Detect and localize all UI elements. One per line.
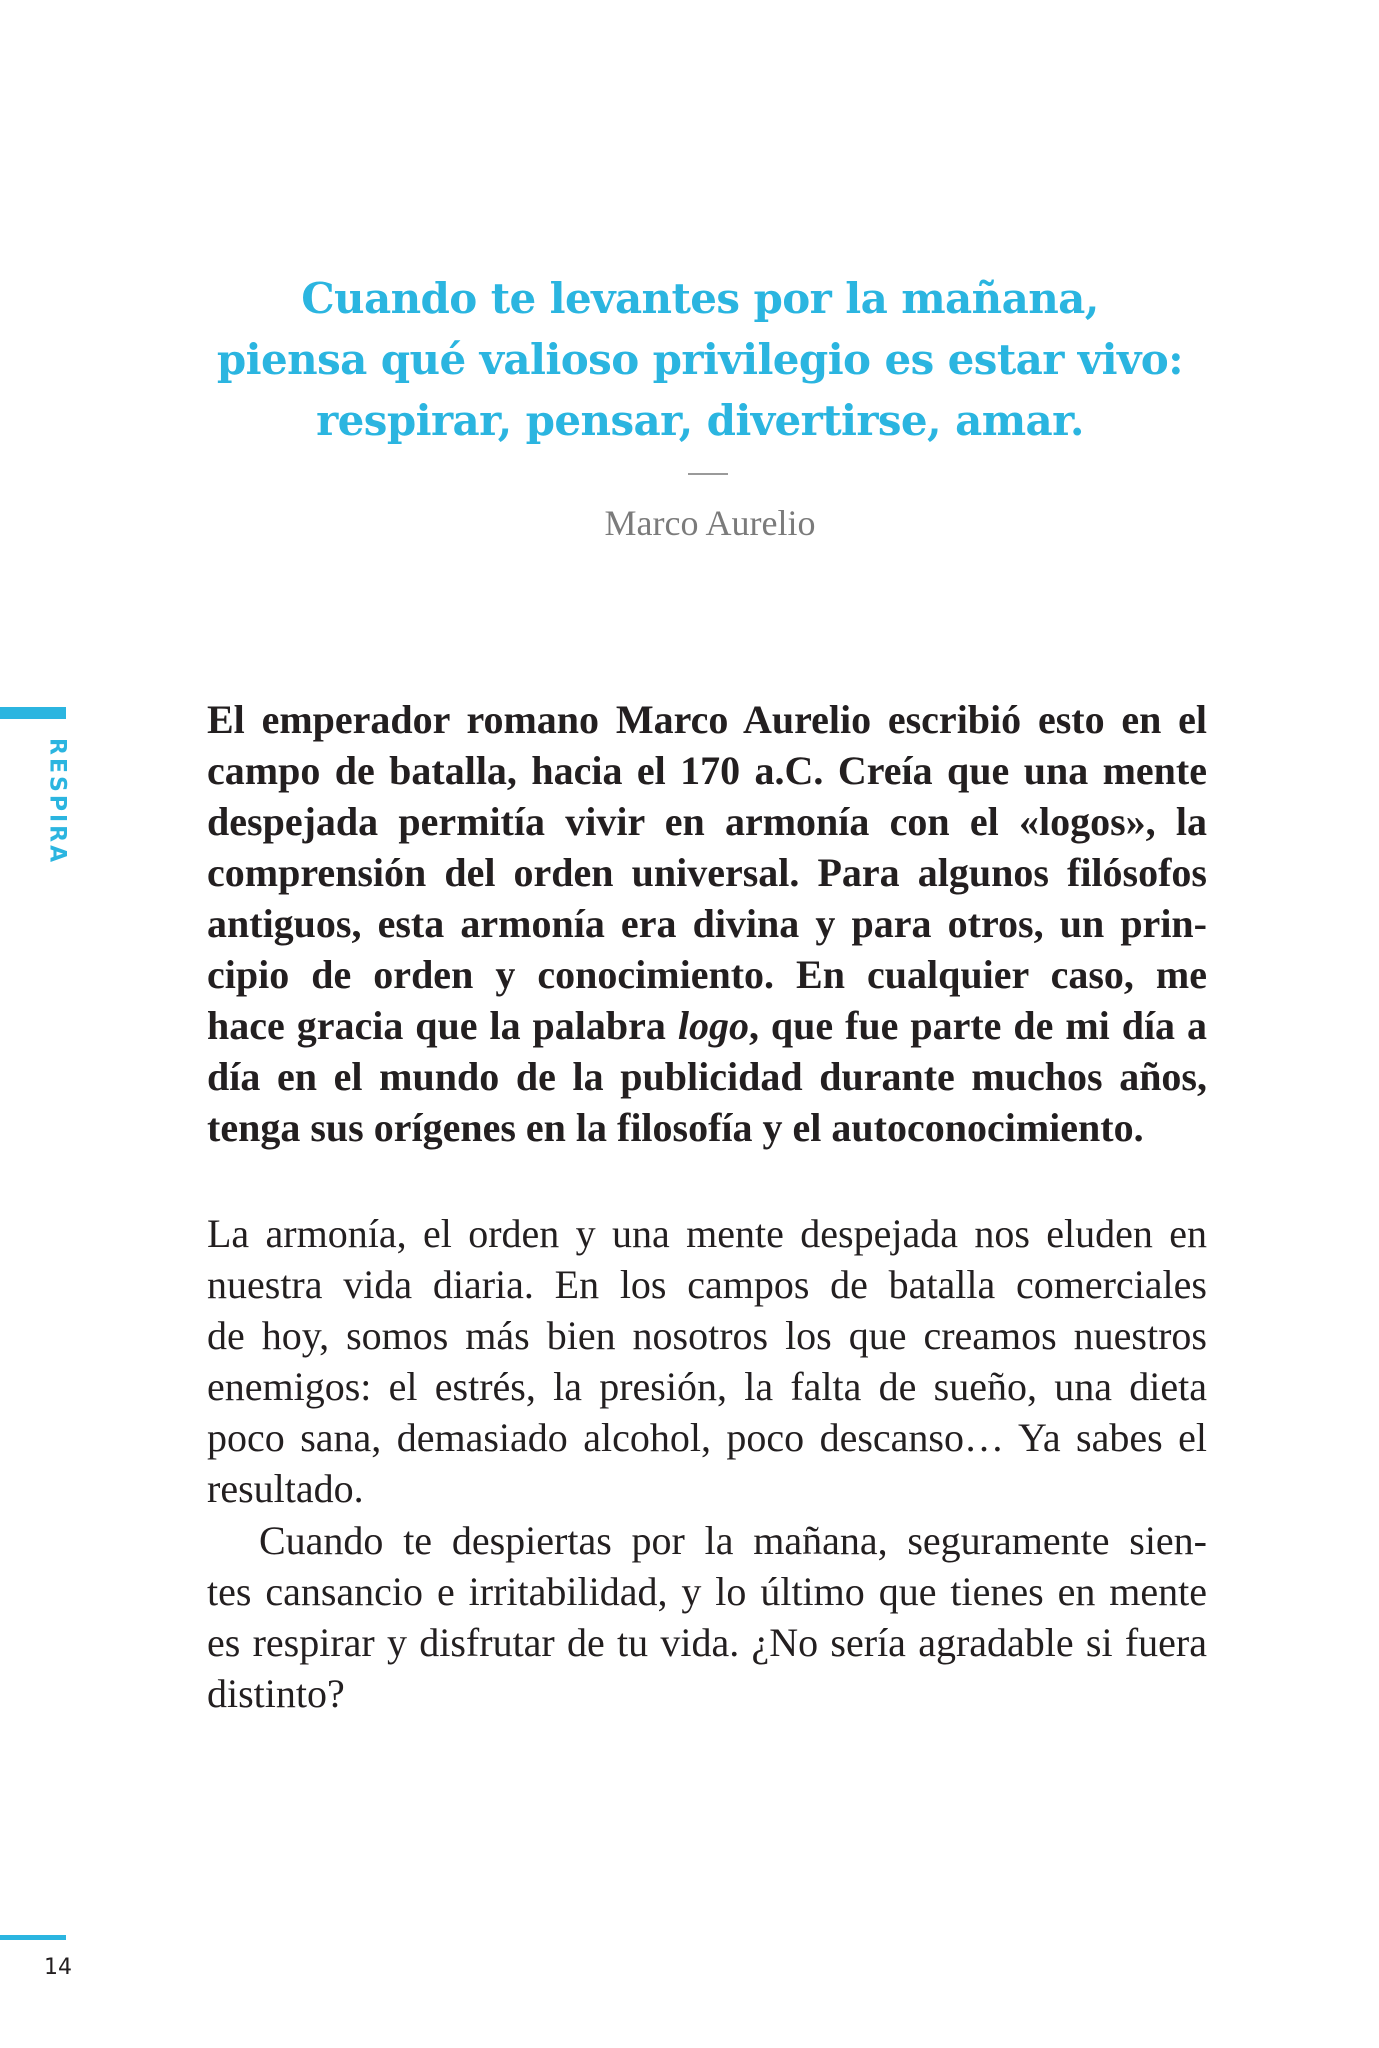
text-line: día en el mundo de la publicidad durante muchos años, [207, 1054, 1207, 1099]
italic-word-logo: logo [677, 1003, 749, 1048]
text-line: enemigos: el estrés, la presión, la falta de sueño, una dieta [207, 1364, 1207, 1409]
page-number-bar [0, 1935, 66, 1940]
text-segment: , que fue parte de mi día a [748, 1003, 1208, 1048]
text-line: poco sana, demasiado alcohol, poco descanso… Ya sabes el [207, 1415, 1207, 1460]
text-line: tenga sus orígenes en la filosofía y el autoconocimiento. [207, 1105, 1144, 1150]
quote-line: Cuando te levantes por la mañana, [301, 274, 1099, 323]
text-line: es respirar y disfrutar de tu vida. ¿No sería agradable si fuera [207, 1620, 1207, 1665]
chapter-tab-label: RESPIRA [44, 738, 70, 866]
text-line-with-italic [207, 1000, 1207, 1051]
text-line: nuestra vida diaria. En los campos de batalla comerciales [207, 1262, 1207, 1307]
quote-line: respirar, pensar, divertirse, amar. [316, 396, 1084, 445]
epigraph-quote [150, 268, 1250, 451]
text-line: comprensión del orden universal. Para algunos filósofos [207, 850, 1207, 895]
text-line: de hoy, somos más bien nosotros los que creamos nuestros [207, 1313, 1207, 1358]
quote-divider [688, 473, 728, 475]
text-line: Cuando te despiertas por la mañana, seguramente sien- [259, 1518, 1207, 1563]
text-line: cipio de orden y conocimiento. En cualquier caso, me [207, 952, 1207, 997]
text-line: campo de batalla, hacia el 170 a.C. Creía que una mente [207, 748, 1207, 793]
text-line: despejada permitía vivir en armonía con el «logos», la [207, 799, 1207, 844]
page-number: 14 [44, 1955, 72, 1980]
text-segment: hace gracia que la palabra [207, 1003, 678, 1048]
body-paragraph-3 [207, 1515, 1207, 1719]
text-line: resultado. [207, 1466, 364, 1511]
text-line: La armonía, el orden y una mente despejada nos eluden en [207, 1211, 1207, 1256]
text-line: El emperador romano Marco Aurelio escribió esto en el [207, 697, 1207, 742]
text-line: distinto? [207, 1671, 345, 1716]
text-line: antiguos, esta armonía era divina y para otros, un prin- [207, 901, 1207, 946]
body-paragraph-2 [207, 1208, 1207, 1514]
text-line: tes cansancio e irritabilidad, y lo último que tienes en mente [207, 1569, 1207, 1614]
intro-paragraph [207, 694, 1207, 1153]
quote-line: piensa qué valioso privilegio es estar vivo: [216, 335, 1184, 384]
quote-author: Marco Aurelio [604, 503, 816, 543]
chapter-marker-bar [0, 707, 66, 719]
